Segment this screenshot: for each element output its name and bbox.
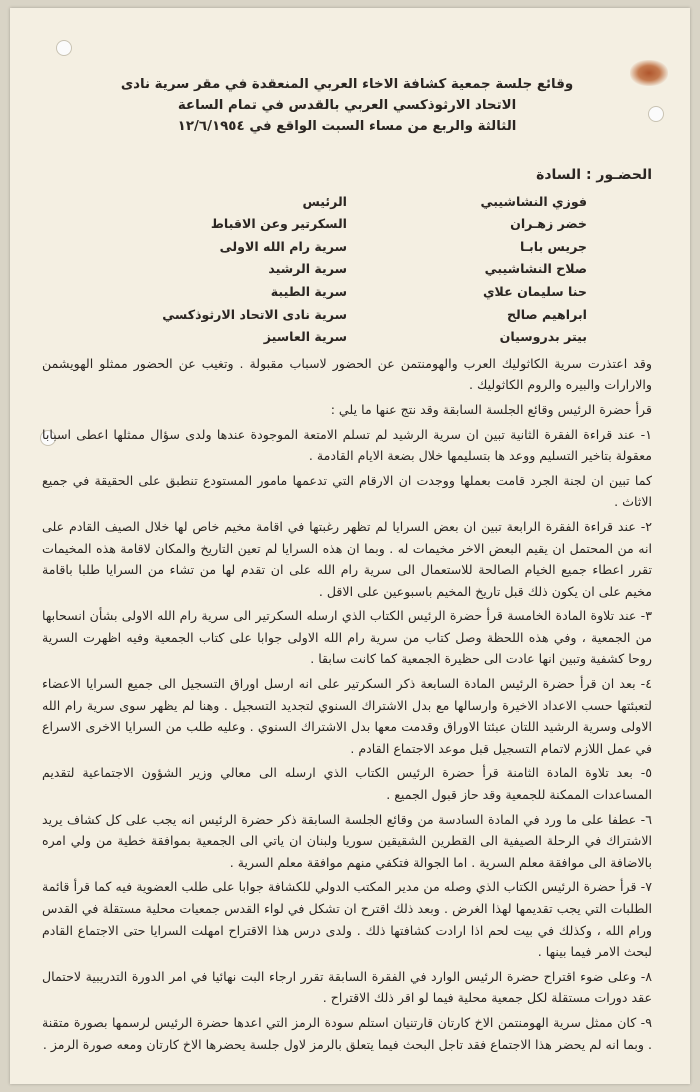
member-name: ابراهيم صالح xyxy=(506,306,587,322)
member-name: فوزي النشاشيبي xyxy=(480,193,587,209)
minutes-text xyxy=(42,74,652,1058)
intro-paragraph: قرأ حضرة الرئيس وقائع الجلسة السابقة وقد نتج عنها ما يلي : xyxy=(330,401,652,417)
member-role: سرية العاسيز xyxy=(263,329,347,345)
punch-hole xyxy=(56,40,72,56)
member-role: سرية الطيبة xyxy=(270,283,347,299)
attendance-label: الحضـور : السادة xyxy=(536,167,652,183)
item-4-paragraph: ٤- بعد ان قرأ حضرة الرئيس المادة السابعة ذكر السكرتير على انه ارسل اوراق التسجيل الى جميع السرايا الاعضاء لتعبئتها حسب الاعداد الاخيرة وارسالها مع بدل الاشتراك السنوي لتجديد التسجيل . وهنا لم يظهر سوى سرية رام الله الاولى وسرية الرشيد اللتان عبئتا الاوراق وقدمت معها بدل الاشتراك السنوي . وعليه طلب من السرايا الاخرى الاسراع في عمل اللازم لاتمام التسجيل قبل موعد الاجتماع القادم . xyxy=(42,676,652,756)
member-name: خضر زهـران xyxy=(510,216,587,232)
member-name: بيتر بدروسيان xyxy=(499,329,587,345)
item-7-paragraph: ٧- قرأ حضرة الرئيس الكتاب الذي وصله من مدير المكتب الدولي للكشافة جوابا على طلب العضوية فيه كما قرأ قائمة الطلبات التي يجب تقديمها لهذا الغرض . وبعد ذلك اقترح ان تشكل في لواء القدس جمعيات محلية مستقلة في القدس ورام الله ، وكذلك في بيت لحم اذا ارادت كشافتها ذلك . ولدى درس هذا الاقتراح امهلت السرايا حتى الاجتماع القادم لبحث الامر فيما بينها . xyxy=(42,879,652,960)
header-line-3: الثالثة والربع من مساء السبت الواقع في ١٢/٦/١٩٥٤ xyxy=(177,119,517,134)
item-5-paragraph: ٥- بعد تلاوة المادة الثامنة قرأ حضرة الرئيس الكتاب الذي ارسله الى معالي وزير الشؤون الاجتماعية لتقديم المساعدات الممكنة للجمعية وقد حاز قبول الجميع . xyxy=(42,765,652,803)
member-role: سرية رام الله الاولى xyxy=(219,238,347,254)
item-3-paragraph: ٣- عند تلاوة المادة الخامسة قرأ حضرة الرئيس الكتاب الذي ارسله السكرتير الى سرية رام الله الاولى بشأن انسحابها من الجمعية ، وفي هذه اللحظة وصل كتاب من سرية رام الله الاولى جوابا على كتاب الجمعية وفيه اظهرت السرية روحا كشفية وتبين انها عادت الى حظيرة الجمعية كما كانت سابقا . xyxy=(42,608,652,667)
member-role: الرئيس xyxy=(302,193,347,209)
member-role: السكرتير وعن الاقباط xyxy=(210,216,347,232)
item-2-paragraph: ٢- عند قراءة الفقرة الرابعة تبين ان بعض السرايا لم تظهر رغبتها في اقامة مخيم خاص لها خلال الصيف القادم على انه من المحتمل ان يقيم البعض الاخر مخيمات له . وبما ان هذه السرايا لم تعين التاريخ والمكان لاقامة هذه المخيمات تقرر اعطاء جميع الخيام الصالحة للاستعمال الى سرية رام الله على ان تقدم لها من تشاء من السرايا طلبا باقامة مخيم على ان يكون ذلك قبل تاريخ المخيم باسبوعين على الاقل . xyxy=(42,518,652,599)
header-line-2: الاتحاد الارثوذكسي العربي بالقدس في تمام الساعة xyxy=(177,98,517,113)
item-8-paragraph: ٨- وعلى ضوء اقتراح حضرة الرئيس الوارد في الفقرة السابقة تقرر ارجاء البت نهائيا في امر الدورة التدريبية لاحتمال عقد دورات مستقلة لكل جمعية محلية فيما لو اقر ذلك الاقتراح . xyxy=(42,968,652,1006)
member-name: جريس بابـا xyxy=(519,238,587,254)
member-role: سرية نادى الاتحاد الارثوذكسي xyxy=(162,306,347,322)
header-line-1: وقائع جلسة جمعية كشافة الاخاء العربي المنعقدة في مقر سرية نادى xyxy=(120,77,574,92)
item-1-note-paragraph: كما تبين ان لجنة الجرد قامت بعملها ووجدت ان الارقام التي تدعمها مامور المستودع تنطبق على الحقيقة في جميع الاثاث . xyxy=(42,472,652,510)
item-6-paragraph: ٦- عطفا على ما ورد في المادة السادسة من وقائع الجلسة السابقة ذكر حضرة الرئيس انه يجب على كل كشاف يريد الاشتراك في الرحلة الصيفية الى القطرين الشقيقين سوريا ولبنان ان ياتي الى الجمعية بموافقة خطية من ولي امره بالاضافة الى موافقة معلم السرية . اما الجوالة فتكفي منهم موافقة معلم السرية . xyxy=(42,811,652,870)
member-name: صلاح النشاشيبي xyxy=(484,261,587,277)
item-1-paragraph: ١- عند قراءة الفقرة الثانية تبين ان سرية الرشيد لم تسلم الامتعة الموجودة عندها ولدى سؤال ممثلها اعطى اسبابا معقولة بتاخير التسليم ووعد ها بتسليمها خلال بضعة الايام القادمة . xyxy=(42,426,652,464)
apologies-paragraph: وقد اعتذرت سرية الكاثوليك العرب والهومنتمن عن الحضور لاسباب مقبولة . وتغيب عن الحضور ممثلو الهويشمن والارارات والبيره والروم الكاثوليك . xyxy=(42,355,652,393)
attendance-roster xyxy=(42,191,652,349)
member-role: سرية الرشيد xyxy=(268,261,347,277)
member-name: حنا سليمان علاي xyxy=(482,283,587,299)
document-header xyxy=(42,74,652,137)
item-9-paragraph: ٩- كان ممثل سرية الهومنتمن الاخ كارتان قارتنيان استلم سودة الرمز التي اعدها حضرة الرئيس لرسمها بصورة متقنة . وبما انه لم يحضر هذا الاجتماع فقد تاجل البحث فيما يتعلق بالرمز لاول جلسة يحضرها الاخ كارتان ومعه صورة الرمز . xyxy=(42,1014,652,1052)
document-page xyxy=(10,8,690,1084)
